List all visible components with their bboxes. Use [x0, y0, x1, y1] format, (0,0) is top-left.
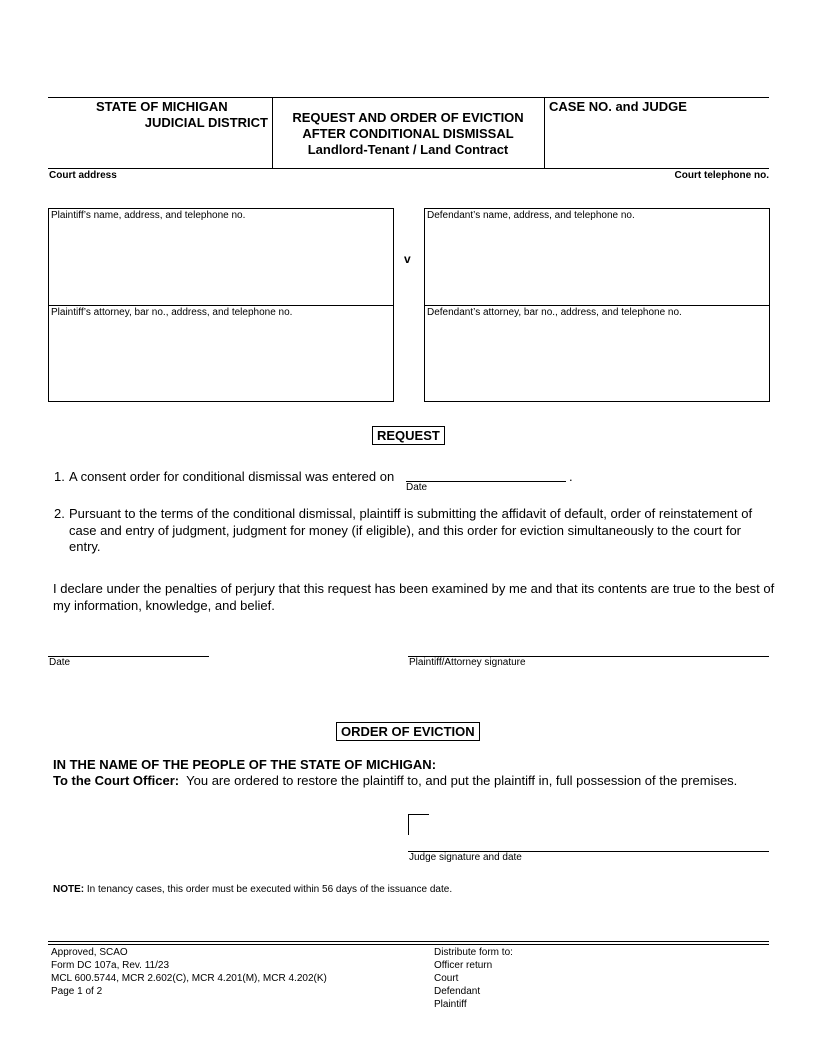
form-info	[51, 946, 327, 998]
court-telephone-label: Court telephone no.	[674, 170, 769, 181]
order-title: ORDER OF EVICTION	[336, 722, 480, 741]
footer-rule-top	[48, 941, 769, 942]
distribute-item: Plaintiff	[434, 999, 467, 1010]
form-title-line1: REQUEST AND ORDER OF EVICTION	[292, 110, 524, 125]
request-date-field[interactable]	[48, 656, 209, 657]
request-item1-period: .	[569, 469, 573, 484]
versus-label: v	[404, 252, 411, 266]
plaintiff-box	[48, 208, 394, 402]
request-date-label: Date	[49, 657, 71, 668]
header-bottom-rule	[48, 168, 769, 169]
distribute-item: Officer return	[434, 960, 493, 971]
judge-signature-label: Judge signature and date	[409, 852, 522, 863]
people-line: IN THE NAME OF THE PEOPLE OF THE STATE OF MICHIGAN:	[53, 757, 437, 772]
header-top-rule	[48, 97, 769, 98]
court-address-label: Court address	[49, 170, 117, 181]
form-title-line3: Landlord-Tenant / Land Contract	[307, 142, 509, 157]
district-label: JUDICIAL DISTRICT	[144, 115, 268, 130]
court-officer-text: You are ordered to restore the plaintiff to, and put the plaintiff in, full possession of the premises.	[186, 773, 738, 788]
note-text: In tenancy cases, this order must be executed within 56 days of the issuance date.	[86, 884, 453, 895]
request-item2-number: 2.	[54, 506, 65, 521]
form-title-line2: AFTER CONDITIONAL DISMISSAL	[302, 126, 514, 141]
seal-corner-mark	[408, 814, 429, 835]
request-item1-number: 1.	[54, 469, 65, 484]
plaintiff-box-divider	[49, 305, 393, 306]
plaintiff-name-label: Plaintiff’s name, address, and telephone no.	[51, 210, 246, 221]
court-officer-instruction	[53, 773, 737, 788]
form-number: Form DC 107a, Rev. 11/23	[51, 960, 170, 971]
case-number-judge-label: CASE NO. and JUDGE	[549, 99, 687, 114]
defendant-box	[424, 208, 770, 402]
defendant-box-divider	[425, 305, 769, 306]
plaintiff-attorney-label: Plaintiff’s attorney, bar no., address, and telephone no.	[51, 307, 293, 318]
defendant-attorney-label: Defendant’s attorney, bar no., address, and telephone no.	[427, 307, 682, 318]
plaintiff-signature-label: Plaintiff/Attorney signature	[409, 657, 526, 668]
distribute-item: Court	[434, 973, 459, 984]
request-item1-text: A consent order for conditional dismissal was entered on	[69, 469, 395, 484]
page-number: Page 1 of 2	[51, 986, 103, 997]
request-item2-text: Pursuant to the terms of the conditional dismissal, plaintiff is submitting the affidavit of default, order of reinstatement of case and entry of judgment, judgment for money (if eligible), and this order for eviction simultaneously to the court for entry.	[69, 506, 753, 554]
state-label: STATE OF MICHIGAN	[96, 99, 228, 114]
court-officer-label: To the Court Officer:	[53, 773, 180, 788]
defendant-name-label: Defendant’s name, address, and telephone no.	[427, 210, 635, 221]
note-label: NOTE:	[53, 884, 85, 895]
item1-date-label: Date	[406, 482, 428, 493]
request-title: REQUEST	[372, 426, 445, 445]
distribution-list	[434, 946, 513, 1011]
approved-label: Approved, SCAO	[51, 947, 128, 958]
header-divider-right	[544, 97, 545, 169]
footer-rule-bottom	[48, 944, 769, 945]
conditional-dismissal-date-field[interactable]	[406, 481, 566, 482]
statute-references: MCL 600.5744, MCR 2.602(C), MCR 4.201(M), MCR 4.202(K)	[51, 973, 327, 984]
distribute-title: Distribute form to:	[434, 947, 513, 958]
tenancy-note	[53, 884, 452, 895]
distribute-item: Defendant	[434, 986, 481, 997]
perjury-declaration: I declare under the penalties of perjury that this request has been examined by me and that its contents are true to the best of my information, knowledge, and belief.	[53, 581, 775, 613]
form-title	[273, 110, 543, 158]
